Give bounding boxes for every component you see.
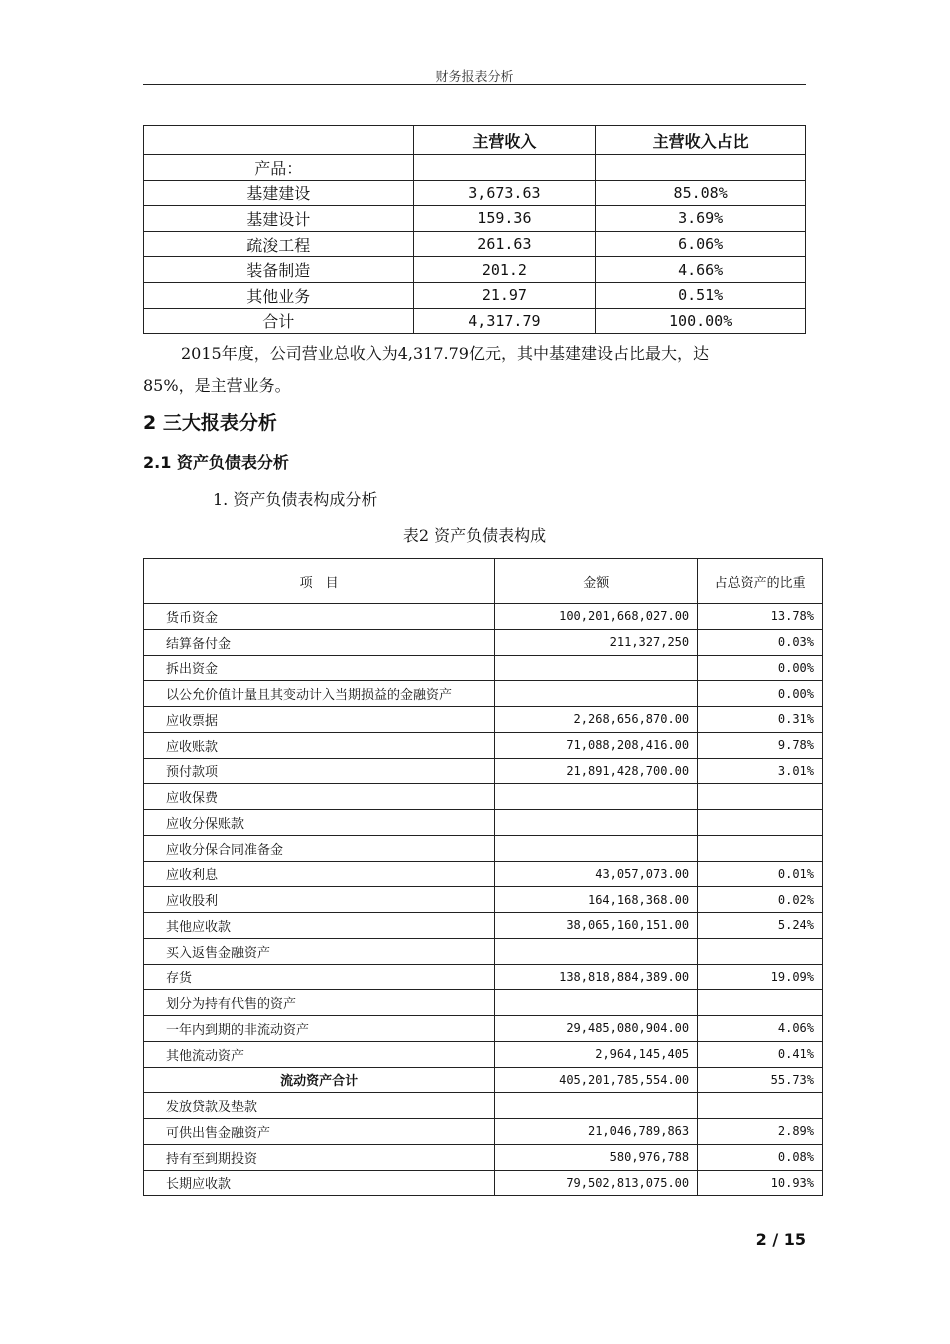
- table-cell: 应收分保账款: [144, 810, 495, 836]
- table-cell: 79,502,813,075.00: [495, 1170, 698, 1196]
- table-cell: 划分为持有代售的资产: [144, 990, 495, 1016]
- table-cell: 一年内到期的非流动资产: [144, 1016, 495, 1042]
- table-cell: 4,317.79: [413, 308, 596, 334]
- table-cell: 长期应收款: [144, 1170, 495, 1196]
- table-row: [144, 1041, 823, 1067]
- table-cell: 应收利息: [144, 861, 495, 887]
- table-cell: 9.78%: [698, 732, 823, 758]
- table-cell: [413, 155, 596, 181]
- table-cell: 3.69%: [596, 206, 806, 232]
- column-header: 占总资产的比重: [698, 559, 823, 604]
- table-cell: 159.36: [413, 206, 596, 232]
- table-cell: 6.06%: [596, 231, 806, 257]
- column-header: [144, 126, 414, 155]
- column-header: 主营收入: [413, 126, 596, 155]
- list-item: 1. 资产负债表构成分析: [213, 490, 378, 509]
- table-cell: [495, 655, 698, 681]
- table-cell: [495, 681, 698, 707]
- table-cell: [495, 810, 698, 836]
- table-cell: 261.63: [413, 231, 596, 257]
- table-cell: 拆出资金: [144, 655, 495, 681]
- table-cell: 以公允价值计量且其变动计入当期损益的金融资产: [144, 681, 495, 707]
- table-cell: 580,976,788: [495, 1144, 698, 1170]
- table-header-row: [144, 126, 806, 155]
- table-row: [144, 887, 823, 913]
- table-cell: 71,088,208,416.00: [495, 732, 698, 758]
- table-cell: 存货: [144, 964, 495, 990]
- table-cell: 基建建设: [144, 180, 414, 206]
- table-cell: 164,168,368.00: [495, 887, 698, 913]
- table-cell: 流动资产合计: [144, 1067, 495, 1093]
- table-cell: 85.08%: [596, 180, 806, 206]
- table-cell: 0.08%: [698, 1144, 823, 1170]
- subsection-heading: 2.1 资产负债表分析: [143, 453, 289, 472]
- table-header-row: [144, 559, 823, 604]
- table-cell: 2.89%: [698, 1119, 823, 1145]
- table-cell: 0.03%: [698, 629, 823, 655]
- table-row: [144, 604, 823, 630]
- table-cell: 405,201,785,554.00: [495, 1067, 698, 1093]
- page-number: 2 / 15: [755, 1230, 806, 1249]
- table-cell: 应收保费: [144, 784, 495, 810]
- table-cell: 0.51%: [596, 282, 806, 308]
- table-cell: 应收账款: [144, 732, 495, 758]
- table-cell: 43,057,073.00: [495, 861, 698, 887]
- table-cell: [698, 1093, 823, 1119]
- table-row: [144, 810, 823, 836]
- table-cell: 4.06%: [698, 1016, 823, 1042]
- table-cell: 10.93%: [698, 1170, 823, 1196]
- table-cell: 其他流动资产: [144, 1041, 495, 1067]
- table-cell: 21.97: [413, 282, 596, 308]
- table-row: [144, 180, 806, 206]
- table-cell: 应收分保合同准备金: [144, 835, 495, 861]
- table-cell: 5.24%: [698, 913, 823, 939]
- table-row: [144, 282, 806, 308]
- table-row: [144, 861, 823, 887]
- table-row: [144, 655, 823, 681]
- table-row: [144, 629, 823, 655]
- table-row: [144, 990, 823, 1016]
- table-cell: 0.01%: [698, 861, 823, 887]
- table-row: [144, 732, 823, 758]
- table-cell: [698, 784, 823, 810]
- table-cell: 买入返售金融资产: [144, 938, 495, 964]
- table-cell: 211,327,250: [495, 629, 698, 655]
- table-cell: [596, 155, 806, 181]
- table-row: [144, 758, 823, 784]
- running-header: 财务报表分析: [435, 70, 514, 85]
- table-cell: [495, 938, 698, 964]
- table-row: [144, 964, 823, 990]
- table-cell: 可供出售金融资产: [144, 1119, 495, 1145]
- revenue-table: [143, 125, 806, 334]
- table-cell: [698, 835, 823, 861]
- balance-sheet-table: [143, 558, 823, 1196]
- table-row: [144, 913, 823, 939]
- table-cell: 19.09%: [698, 964, 823, 990]
- table-cell: 138,818,884,389.00: [495, 964, 698, 990]
- table-cell: 13.78%: [698, 604, 823, 630]
- table-cell: 装备制造: [144, 257, 414, 283]
- table-cell: 21,046,789,863: [495, 1119, 698, 1145]
- table-cell: 其他业务: [144, 282, 414, 308]
- table-row: [144, 155, 806, 181]
- table-cell: 100.00%: [596, 308, 806, 334]
- table-cell: 0.31%: [698, 707, 823, 733]
- table-row: [144, 1144, 823, 1170]
- table-cell: 持有至到期投资: [144, 1144, 495, 1170]
- table-cell: 55.73%: [698, 1067, 823, 1093]
- table-cell: 38,065,160,151.00: [495, 913, 698, 939]
- table-cell: 其他应收款: [144, 913, 495, 939]
- table-row: [144, 707, 823, 733]
- table-cell: 发放贷款及垫款: [144, 1093, 495, 1119]
- section-heading: 2 三大报表分析: [143, 412, 277, 434]
- table-cell: [495, 1093, 698, 1119]
- table-cell: 预付款项: [144, 758, 495, 784]
- table-cell: [698, 810, 823, 836]
- table-cell: 基建设计: [144, 206, 414, 232]
- table-cell: 0.41%: [698, 1041, 823, 1067]
- table-cell: 应收票据: [144, 707, 495, 733]
- table-cell: 结算备付金: [144, 629, 495, 655]
- section-label: 产品：: [144, 155, 414, 181]
- table-row: [144, 835, 823, 861]
- paragraph-line-1: 2015年度，公司营业总收入为4,317.79亿元，其中基建建设占比最大，达: [181, 344, 709, 363]
- column-header: 项 目: [144, 559, 495, 604]
- table-cell: 2,268,656,870.00: [495, 707, 698, 733]
- table-row: [144, 1093, 823, 1119]
- table-row: [144, 308, 806, 334]
- column-header: 主营收入占比: [596, 126, 806, 155]
- table-cell: 100,201,668,027.00: [495, 604, 698, 630]
- table-cell: 2,964,145,405: [495, 1041, 698, 1067]
- table-cell: [698, 990, 823, 1016]
- header-rule: [143, 84, 806, 85]
- table-cell: [495, 990, 698, 1016]
- table-row: [144, 257, 806, 283]
- table-cell: 4.66%: [596, 257, 806, 283]
- table-row: [144, 784, 823, 810]
- table-cell: 0.00%: [698, 681, 823, 707]
- table-cell: [495, 784, 698, 810]
- table-row: [144, 1119, 823, 1145]
- table-cell: 应收股利: [144, 887, 495, 913]
- table-row: [144, 1016, 823, 1042]
- table-cell: 0.00%: [698, 655, 823, 681]
- table-row: [144, 681, 823, 707]
- table-cell: 货币资金: [144, 604, 495, 630]
- table-cell: 3.01%: [698, 758, 823, 784]
- table-cell: 21,891,428,700.00: [495, 758, 698, 784]
- table-row: [144, 231, 806, 257]
- table-row: [144, 1170, 823, 1196]
- table-cell: [698, 938, 823, 964]
- table-caption: 表2 资产负债表构成: [402, 526, 547, 545]
- table-cell: 3,673.63: [413, 180, 596, 206]
- table-row: [144, 1067, 823, 1093]
- table-cell: 0.02%: [698, 887, 823, 913]
- table-cell: 疏浚工程: [144, 231, 414, 257]
- table-row: [144, 206, 806, 232]
- table-row: [144, 938, 823, 964]
- paragraph-line-2: 85%，是主营业务。: [143, 376, 291, 395]
- table-cell: 201.2: [413, 257, 596, 283]
- column-header: 金额: [495, 559, 698, 604]
- table-cell: 29,485,080,904.00: [495, 1016, 698, 1042]
- table-cell: 合计: [144, 308, 414, 334]
- table-cell: [495, 835, 698, 861]
